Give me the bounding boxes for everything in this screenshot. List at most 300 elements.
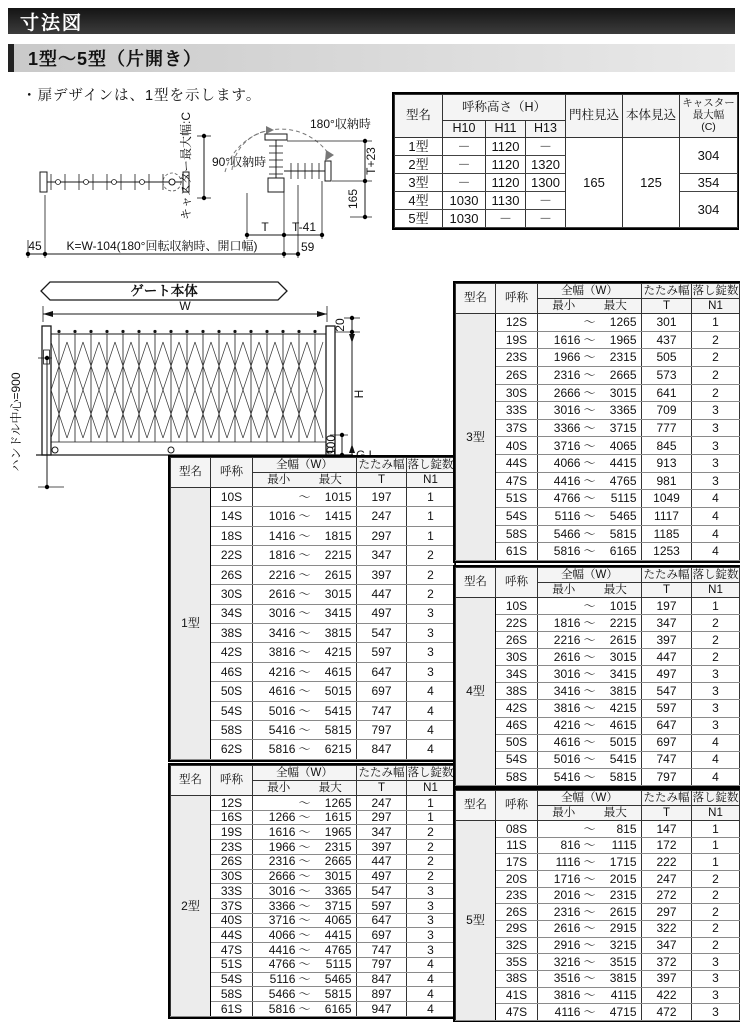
width-range-cell: 2216 ～ 2615 <box>538 632 642 649</box>
fold-width-cell: 747 <box>642 751 692 768</box>
fold-width-cell: 222 <box>642 854 692 871</box>
lock-count-cell: 3 <box>407 913 455 928</box>
width-range-cell: ～ 815 <box>538 821 642 838</box>
fold-width-cell: 147 <box>642 821 692 838</box>
lock-count-cell: 2 <box>692 615 740 632</box>
lock-count-cell: 1 <box>692 314 740 332</box>
col-header-name: 呼称 <box>496 568 538 598</box>
fold-width-cell: 947 <box>357 1002 407 1017</box>
lock-count-cell: 1 <box>692 598 740 615</box>
width-range-cell: 3366 ～ 3715 <box>253 899 357 914</box>
spec-h13-cell: 1300 <box>526 174 566 192</box>
size-name-cell: 54S <box>496 751 538 768</box>
lock-count-cell: 3 <box>692 987 740 1004</box>
lock-count-cell: 2 <box>692 649 740 666</box>
elevation-h-label: H <box>352 389 366 399</box>
col-header-fold-sub: T <box>357 473 407 488</box>
design-note: ・扉デザインは、1型を示します。 <box>22 88 262 104</box>
fold-width-cell: 547 <box>357 884 407 899</box>
lock-count-cell: 1 <box>407 488 455 507</box>
size-name-cell: 38S <box>496 970 538 987</box>
lock-count-cell: 3 <box>692 402 740 420</box>
width-range-cell: 2916 ～ 3215 <box>538 937 642 954</box>
spec-body-depth-cell: 125 <box>623 138 680 228</box>
lock-count-cell: 2 <box>692 870 740 887</box>
spec-caster-cell: 304 <box>680 138 738 174</box>
plan-folded-180 <box>284 161 331 181</box>
lock-count-cell: 3 <box>692 455 740 473</box>
fold-width-cell: 347 <box>642 937 692 954</box>
lock-count-cell: 4 <box>692 751 740 768</box>
table-row <box>171 623 455 642</box>
plan-caster-width-label: キャスター最大幅:C <box>179 111 193 221</box>
size-name-cell: 30S <box>496 649 538 666</box>
size-name-cell: 54S <box>211 972 253 987</box>
width-range-cell: 3366 ～ 3715 <box>538 419 642 437</box>
spec-caster-cell: 354 <box>680 174 738 192</box>
width-range-cell: 5466 ～ 5815 <box>538 525 642 543</box>
table-row <box>456 508 740 526</box>
size-name-cell: 46S <box>496 717 538 734</box>
col-header-minmax: 最小 最大 <box>538 806 642 821</box>
table-row <box>171 507 455 526</box>
spec-h13-cell: － <box>526 210 566 228</box>
fold-width-cell: 747 <box>357 943 407 958</box>
table-row <box>171 840 455 855</box>
width-range-cell: 2316 ～ 2665 <box>253 854 357 869</box>
table-row <box>171 662 455 681</box>
spec-h10-cell: － <box>443 156 486 174</box>
lock-count-cell: 2 <box>407 565 455 584</box>
lock-count-cell: 3 <box>407 884 455 899</box>
size-name-cell: 42S <box>496 700 538 717</box>
lock-count-cell: 2 <box>407 546 455 565</box>
lock-count-cell: 3 <box>407 643 455 662</box>
spec-post-depth-cell: 165 <box>566 138 623 228</box>
col-header-fold: たたみ幅 <box>643 568 690 581</box>
spec-header-body-depth: 本体見込 <box>623 95 680 138</box>
plan-view-drawing <box>20 100 395 270</box>
col-header-width: 全幅（W） <box>538 791 642 806</box>
size-name-cell: 47S <box>211 943 253 958</box>
lock-count-cell: 2 <box>692 366 740 384</box>
size-name-cell: 46S <box>211 662 253 681</box>
table-row <box>456 649 740 666</box>
lock-count-cell: 3 <box>692 970 740 987</box>
spec-h11-cell: － <box>486 210 526 228</box>
lock-count-cell: 4 <box>407 701 455 720</box>
fold-width-cell: 1185 <box>642 525 692 543</box>
handle-center-label: ハンドル中心=900 <box>9 372 23 472</box>
table-row <box>171 526 455 545</box>
col-header-locks: 落し錠数 <box>692 284 739 297</box>
size-name-cell: 19S <box>496 331 538 349</box>
lock-count-cell: 4 <box>692 734 740 751</box>
fold-width-cell: 247 <box>642 870 692 887</box>
fold-width-cell: 597 <box>357 899 407 914</box>
size-name-cell: 23S <box>496 349 538 367</box>
spec-h10-cell: － <box>443 138 486 156</box>
size-name-cell: 44S <box>211 928 253 943</box>
fold-width-cell: 641 <box>642 384 692 402</box>
col-header-fold: たたみ幅 <box>358 458 405 471</box>
size-name-cell: 47S <box>496 1004 538 1021</box>
lock-count-cell: 4 <box>692 490 740 508</box>
table-row <box>456 1004 740 1021</box>
width-range-cell: 2316 ～ 2615 <box>538 904 642 921</box>
width-range-cell: 5816 ～ 6165 <box>253 1002 357 1017</box>
col-header-minmax: 最小 最大 <box>538 299 642 314</box>
size-name-cell: 61S <box>211 1002 253 1017</box>
lock-count-cell: 3 <box>407 899 455 914</box>
table-row <box>456 954 740 971</box>
lock-count-cell: 1 <box>692 821 740 838</box>
table-row <box>456 615 740 632</box>
spec-row <box>395 138 738 156</box>
gate-banner-label: ゲート本体 <box>130 283 198 299</box>
lock-count-cell: 4 <box>692 768 740 785</box>
lock-count-cell: 3 <box>407 928 455 943</box>
size-name-cell: 26S <box>211 565 253 584</box>
spec-h13-cell: 1320 <box>526 156 566 174</box>
width-range-cell: 2666 ～ 3015 <box>253 869 357 884</box>
lock-count-cell: 4 <box>407 972 455 987</box>
size-name-cell: 50S <box>211 682 253 701</box>
size-name-cell: 26S <box>496 632 538 649</box>
size-name-cell: 62S <box>211 740 253 760</box>
table-row <box>171 957 455 972</box>
size-name-cell: 10S <box>496 598 538 615</box>
table-row <box>171 928 455 943</box>
size-name-cell: 38S <box>496 683 538 700</box>
lock-count-cell: 2 <box>692 937 740 954</box>
fold-width-cell: 347 <box>357 546 407 565</box>
lock-count-cell: 4 <box>407 957 455 972</box>
col-header-locks: 落し錠数 <box>692 791 739 804</box>
table-row <box>171 913 455 928</box>
fold-width-cell: 322 <box>642 920 692 937</box>
fold-width-cell: 347 <box>642 615 692 632</box>
lock-count-cell: 2 <box>407 854 455 869</box>
lock-count-cell: 3 <box>692 683 740 700</box>
lock-count-cell: 2 <box>692 632 740 649</box>
width-range-cell: 2316 ～ 2665 <box>538 366 642 384</box>
width-range-cell: ～ 1265 <box>253 796 357 811</box>
fold-width-cell: 1253 <box>642 543 692 561</box>
table-row <box>456 543 740 561</box>
size-name-cell: 32S <box>496 937 538 954</box>
fold-width-cell: 573 <box>642 366 692 384</box>
width-range-cell: 1716 ～ 2015 <box>538 870 642 887</box>
size-name-cell: 22S <box>211 546 253 565</box>
col-header-name: 呼称 <box>211 458 253 488</box>
size-name-cell: 11S <box>496 837 538 854</box>
size-table-grid <box>455 283 740 561</box>
fold-width-cell: 437 <box>642 331 692 349</box>
width-range-cell: 5416 ～ 5815 <box>538 768 642 785</box>
width-range-cell: 3816 ～ 4215 <box>253 643 357 662</box>
size-name-cell: 30S <box>211 585 253 604</box>
lock-count-cell: 3 <box>692 666 740 683</box>
width-range-cell: 1016 ～ 1415 <box>253 507 357 526</box>
col-header-fold: たたみ幅 <box>358 766 405 779</box>
fold-width-cell: 297 <box>357 810 407 825</box>
table-row <box>456 751 740 768</box>
fold-width-cell: 422 <box>642 987 692 1004</box>
table-row <box>456 854 740 871</box>
size-name-cell: 19S <box>211 825 253 840</box>
size-name-cell: 54S <box>496 508 538 526</box>
size-name-cell: 40S <box>496 437 538 455</box>
plan-59-label: 59 <box>301 240 315 254</box>
plan-folded-90 <box>265 134 287 192</box>
width-range-cell: 2616 ～ 3015 <box>538 649 642 666</box>
size-name-cell: 37S <box>496 419 538 437</box>
table-row <box>456 904 740 921</box>
lock-count-cell: 1 <box>692 837 740 854</box>
plan-t41-label: T-41 <box>291 220 317 234</box>
plan-180-label: 180°収納時 <box>310 117 371 131</box>
col-header-name: 呼称 <box>211 766 253 796</box>
plan-t23-label: T+23 <box>364 147 378 175</box>
elevation-w-label: W <box>179 299 191 313</box>
table-row <box>456 821 740 838</box>
size-name-cell: 30S <box>211 869 253 884</box>
fold-width-cell: 647 <box>357 913 407 928</box>
fold-width-cell: 397 <box>642 970 692 987</box>
model-name-cell: 4型 <box>456 598 496 786</box>
spec-header-model: 型名 <box>395 95 443 138</box>
table-row <box>171 825 455 840</box>
fold-width-cell: 747 <box>357 701 407 720</box>
col-header-locks-sub: N1 <box>692 806 740 821</box>
width-range-cell: 4066 ～ 4415 <box>253 928 357 943</box>
width-range-cell: 2666 ～ 3015 <box>538 384 642 402</box>
width-range-cell: 2616 ～ 2915 <box>538 920 642 937</box>
size-name-cell: 58S <box>211 721 253 740</box>
size-table-grid <box>170 765 455 1017</box>
lock-count-cell: 4 <box>692 525 740 543</box>
table-row <box>171 810 455 825</box>
table-row <box>456 384 740 402</box>
spec-model-cell: 2型 <box>395 156 443 174</box>
fold-width-cell: 797 <box>357 957 407 972</box>
fold-width-cell: 913 <box>642 455 692 473</box>
width-range-cell: 1816 ～ 2215 <box>253 546 357 565</box>
table-row <box>456 970 740 987</box>
col-header-width: 全幅（W） <box>538 568 642 583</box>
size-name-cell: 23S <box>496 887 538 904</box>
spec-h11-cell: 1120 <box>486 138 526 156</box>
table-row <box>456 837 740 854</box>
fold-width-cell: 397 <box>357 565 407 584</box>
lock-count-cell: 1 <box>407 507 455 526</box>
table-row <box>456 887 740 904</box>
table-row <box>171 1002 455 1017</box>
spec-header-h13: H13 <box>526 121 566 138</box>
table-row <box>456 666 740 683</box>
size-name-cell: 12S <box>211 796 253 811</box>
spec-h10-cell: 1030 <box>443 210 486 228</box>
size-name-cell: 26S <box>496 904 538 921</box>
fold-width-cell: 447 <box>357 585 407 604</box>
size-name-cell: 50S <box>496 734 538 751</box>
width-range-cell: ～ 1265 <box>538 314 642 332</box>
spec-model-cell: 4型 <box>395 192 443 210</box>
spec-h11-cell: 1120 <box>486 174 526 192</box>
width-range-cell: 1116 ～ 1715 <box>538 854 642 871</box>
table-row <box>456 455 740 473</box>
lock-count-cell: 3 <box>692 700 740 717</box>
width-range-cell: 1616 ～ 1965 <box>253 825 357 840</box>
fold-width-cell: 397 <box>357 840 407 855</box>
spec-model-cell: 5型 <box>395 210 443 228</box>
fold-width-cell: 247 <box>357 796 407 811</box>
lock-count-cell: 2 <box>692 920 740 937</box>
table-row <box>171 740 455 760</box>
lock-count-cell: 3 <box>407 623 455 642</box>
width-range-cell: ～ 1015 <box>253 488 357 507</box>
lock-count-cell: 3 <box>692 472 740 490</box>
fold-width-cell: 372 <box>642 954 692 971</box>
col-header-locks-sub: N1 <box>407 473 455 488</box>
fold-width-cell: 497 <box>357 604 407 623</box>
table-row <box>171 972 455 987</box>
size-table-type4 <box>453 565 740 788</box>
size-name-cell: 18S <box>211 526 253 545</box>
size-name-cell: 20S <box>496 870 538 887</box>
lock-count-cell: 2 <box>692 904 740 921</box>
lock-count-cell: 3 <box>692 1004 740 1021</box>
size-name-cell: 42S <box>211 643 253 662</box>
col-header-name: 呼称 <box>496 284 538 314</box>
table-row <box>171 701 455 720</box>
width-range-cell: 3816 ～ 4215 <box>538 700 642 717</box>
plan-165-label: 165 <box>346 188 360 210</box>
section-title-bar <box>8 8 735 34</box>
height-spec-table <box>392 92 739 230</box>
size-name-cell: 12S <box>496 314 538 332</box>
lock-count-cell: 4 <box>407 1002 455 1017</box>
col-header-width: 全幅（W） <box>253 766 357 781</box>
fold-width-cell: 1117 <box>642 508 692 526</box>
width-range-cell: 3016 ～ 3365 <box>538 402 642 420</box>
size-name-cell: 58S <box>496 768 538 785</box>
table-row <box>456 314 740 332</box>
lock-count-cell: 3 <box>692 437 740 455</box>
lock-count-cell: 2 <box>407 825 455 840</box>
width-range-cell: 4616 ～ 5015 <box>538 734 642 751</box>
table-row <box>456 402 740 420</box>
size-table-grid <box>455 790 740 1021</box>
size-name-cell: 51S <box>211 957 253 972</box>
table-row <box>456 683 740 700</box>
fold-width-cell: 847 <box>357 972 407 987</box>
width-range-cell: 3716 ～ 4065 <box>538 437 642 455</box>
model-name-cell: 5型 <box>456 821 496 1021</box>
width-range-cell: 5816 ～ 6165 <box>538 543 642 561</box>
width-range-cell: 4066 ～ 4415 <box>538 455 642 473</box>
size-name-cell: 38S <box>211 623 253 642</box>
lock-count-cell: 2 <box>692 349 740 367</box>
size-name-cell: 33S <box>496 402 538 420</box>
size-name-cell: 34S <box>211 604 253 623</box>
width-range-cell: 1966 ～ 2315 <box>538 349 642 367</box>
width-range-cell: 1416 ～ 1815 <box>253 526 357 545</box>
spec-caster-cell: 304 <box>680 192 738 228</box>
col-header-name: 呼称 <box>496 791 538 821</box>
lock-count-cell: 1 <box>407 526 455 545</box>
lock-count-cell: 4 <box>407 987 455 1002</box>
spec-header-post-depth: 門柱見込 <box>566 95 623 138</box>
width-range-cell: 4766 ～ 5115 <box>538 490 642 508</box>
width-range-cell: 5016 ～ 5415 <box>538 751 642 768</box>
fold-width-cell: 897 <box>357 987 407 1002</box>
size-table-type1 <box>168 455 456 762</box>
size-name-cell: 58S <box>211 987 253 1002</box>
col-header-width: 全幅（W） <box>538 284 642 299</box>
col-header-locks-sub: N1 <box>407 781 455 796</box>
lock-count-cell: 2 <box>407 585 455 604</box>
spec-h10-cell: 1030 <box>443 192 486 210</box>
col-header-fold-sub: T <box>642 806 692 821</box>
size-table-type2 <box>168 763 456 1019</box>
fold-width-cell: 497 <box>642 666 692 683</box>
width-range-cell: ～ 1015 <box>538 598 642 615</box>
col-header-model: 型名 <box>456 568 496 598</box>
lock-count-cell: 2 <box>407 840 455 855</box>
size-name-cell: 35S <box>496 954 538 971</box>
lock-count-cell: 4 <box>407 740 455 760</box>
fold-width-cell: 272 <box>642 887 692 904</box>
size-table-grid <box>455 567 740 786</box>
table-row <box>456 632 740 649</box>
col-header-fold: たたみ幅 <box>643 284 690 297</box>
size-name-cell: 23S <box>211 840 253 855</box>
fold-width-cell: 597 <box>642 700 692 717</box>
table-row <box>171 721 455 740</box>
col-header-model: 型名 <box>456 791 496 821</box>
width-range-cell: 3016 ～ 3415 <box>538 666 642 683</box>
table-row <box>171 604 455 623</box>
fold-width-cell: 172 <box>642 837 692 854</box>
lock-count-cell: 2 <box>692 331 740 349</box>
width-range-cell: 5116 ～ 5465 <box>538 508 642 526</box>
table-row <box>456 472 740 490</box>
plan-k-label: K=W-104(180°回転収納時、開口幅) <box>66 239 258 253</box>
width-range-cell: 4116 ～ 4715 <box>538 1004 642 1021</box>
spec-header-caster: キャスター 最大幅 (C) <box>680 95 738 138</box>
fold-width-cell: 777 <box>642 419 692 437</box>
plan-t-label: T <box>261 220 269 234</box>
width-range-cell: 3216 ～ 3515 <box>538 954 642 971</box>
col-header-minmax: 最小 最大 <box>538 583 642 598</box>
table-row <box>171 943 455 958</box>
size-name-cell: 10S <box>211 488 253 507</box>
fold-width-cell: 697 <box>357 928 407 943</box>
width-range-cell: 3816 ～ 4115 <box>538 987 642 1004</box>
lock-count-cell: 1 <box>407 810 455 825</box>
table-row <box>171 488 455 507</box>
size-name-cell: 16S <box>211 810 253 825</box>
lock-count-cell: 1 <box>692 854 740 871</box>
elevation-100-label: 100 <box>324 434 338 456</box>
size-table-grid <box>170 457 455 760</box>
lock-count-cell: 3 <box>407 662 455 681</box>
fold-width-cell: 647 <box>357 662 407 681</box>
table-row <box>456 525 740 543</box>
size-name-cell: 29S <box>496 920 538 937</box>
